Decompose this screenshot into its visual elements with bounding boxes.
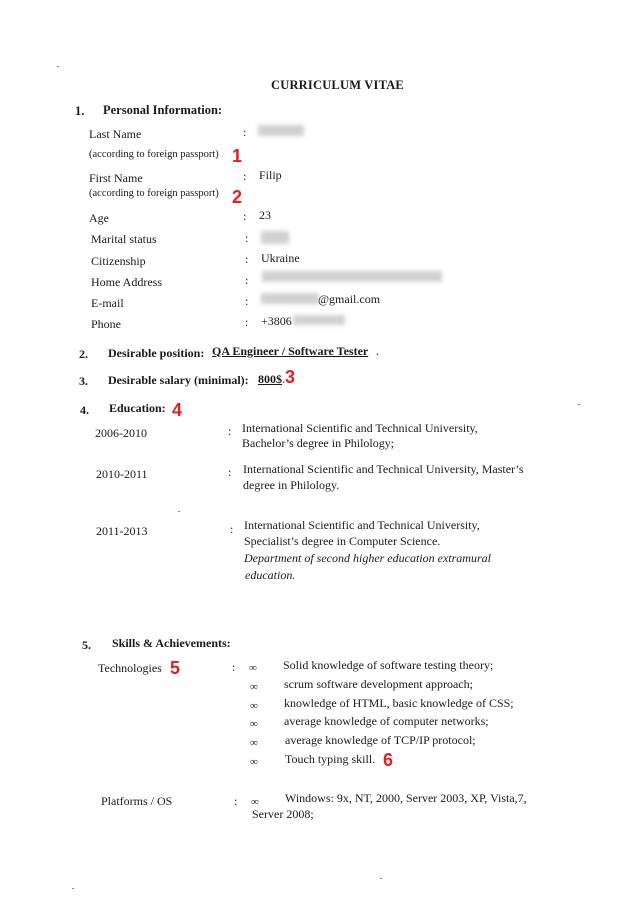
education-years: 2010-2011 (96, 467, 148, 481)
education-line: education. (245, 568, 296, 582)
desirable-salary-label: Desirable salary (minimal): (108, 373, 249, 387)
last-name-colon: : (243, 125, 247, 139)
email-redacted (261, 293, 319, 304)
phone-label: Phone (91, 317, 121, 331)
age-value: 23 (259, 208, 271, 222)
scan-speck (380, 878, 382, 879)
desirable-position-label: Desirable position: (108, 346, 205, 360)
first-name-label: First Name (89, 171, 143, 185)
education-line: International Scientific and Technical University, (242, 421, 478, 435)
section-number-2: 2. (79, 347, 88, 361)
section-number-1: 1. (75, 104, 85, 118)
last-name-label: Last Name (89, 127, 142, 141)
home-address-colon: : (245, 273, 249, 287)
document-title: CURRICULUM VITAE (271, 78, 404, 92)
phone-redacted (293, 315, 345, 325)
marker-1: 1 (232, 146, 243, 166)
technology-item: Touch typing skill. (285, 752, 376, 766)
phone-value: +3806 (261, 314, 292, 328)
home-address-label: Home Address (91, 275, 162, 289)
education-colon: : (228, 424, 232, 438)
citizenship-value: Ukraine (261, 251, 300, 265)
scan-speck (578, 404, 580, 405)
education-line: Bachelor’s degree in Philology; (242, 436, 395, 450)
email-label: E-mail (91, 296, 124, 310)
scan-speck (178, 511, 180, 512)
marker-5: 5 (170, 658, 181, 678)
personal-info-heading: Personal Information: (103, 103, 223, 117)
last-name-redacted (258, 125, 304, 136)
education-years: 2011-2013 (96, 524, 148, 538)
desirable-salary-period: . (282, 372, 285, 386)
technology-item: average knowledge of computer networks; (284, 714, 489, 728)
section-number-3: 3. (79, 374, 88, 388)
education-line: Department of second higher education extramural (244, 551, 491, 565)
marital-status-colon: : (245, 231, 249, 245)
last-name-note: (according to foreign passport) (89, 149, 219, 160)
section-number-4: 4. (80, 403, 89, 417)
citizenship-colon: : (245, 252, 249, 266)
technologies-label: Technologies (98, 661, 162, 675)
platforms-line: Windows: 9x, NT, 2000, Server 2003, XP, Vista,7, (285, 791, 527, 805)
phone-colon: : (245, 315, 249, 329)
marker-6: 6 (383, 750, 394, 770)
first-name-value: Filip (259, 168, 282, 182)
infinity-bullet-icon: ∞ (250, 756, 258, 768)
infinity-bullet-icon: ∞ (250, 737, 258, 749)
desirable-position-value: QA Engineer / Software Tester (212, 344, 369, 358)
age-label: Age (89, 211, 109, 225)
scan-speck (57, 66, 59, 67)
education-colon: : (230, 522, 234, 536)
scan-speck (72, 888, 74, 889)
desirable-position-period: . (376, 344, 379, 358)
marker-3: 3 (285, 367, 296, 387)
technologies-colon: : (232, 660, 236, 674)
marital-status-redacted (261, 231, 289, 244)
education-colon: : (228, 465, 232, 479)
education-line: International Scientific and Technical University, Master’s (243, 462, 524, 476)
email-value: @gmail.com (318, 292, 381, 306)
marital-status-label: Marital status (91, 232, 157, 246)
platforms-line: Server 2008; (252, 807, 314, 821)
infinity-bullet-icon: ∞ (250, 718, 258, 730)
infinity-bullet-icon: ∞ (250, 700, 258, 712)
education-line: degree in Philology. (243, 478, 340, 492)
first-name-colon: : (243, 169, 247, 183)
technology-item: knowledge of HTML, basic knowledge of CSS; (284, 696, 514, 710)
first-name-note: (according to foreign passport) (89, 188, 219, 199)
technology-item: average knowledge of TCP/IP protocol; (285, 733, 476, 747)
section-number-5: 5. (82, 638, 91, 652)
marker-2: 2 (232, 187, 243, 207)
email-colon: : (245, 294, 249, 308)
skills-heading: Skills & Achievements: (112, 636, 231, 650)
home-address-redacted (262, 271, 442, 282)
infinity-bullet-icon: ∞ (249, 662, 257, 674)
education-heading: Education: (109, 401, 166, 415)
platforms-label: Platforms / OS (101, 794, 173, 808)
education-line: Specialist’s degree in Computer Science. (244, 534, 441, 548)
education-line: International Scientific and Technical University, (244, 518, 480, 532)
infinity-bullet-icon: ∞ (250, 681, 258, 693)
desirable-salary-value: 800$ (258, 372, 282, 386)
technology-item: Solid knowledge of software testing theory; (283, 658, 494, 672)
marker-4: 4 (172, 400, 183, 420)
technology-item: scrum software development approach; (284, 677, 473, 691)
infinity-bullet-icon: ∞ (251, 796, 259, 808)
platforms-colon: : (234, 794, 238, 808)
age-colon: : (243, 209, 247, 223)
education-years: 2006-2010 (95, 426, 147, 440)
citizenship-label: Citizenship (91, 254, 146, 268)
